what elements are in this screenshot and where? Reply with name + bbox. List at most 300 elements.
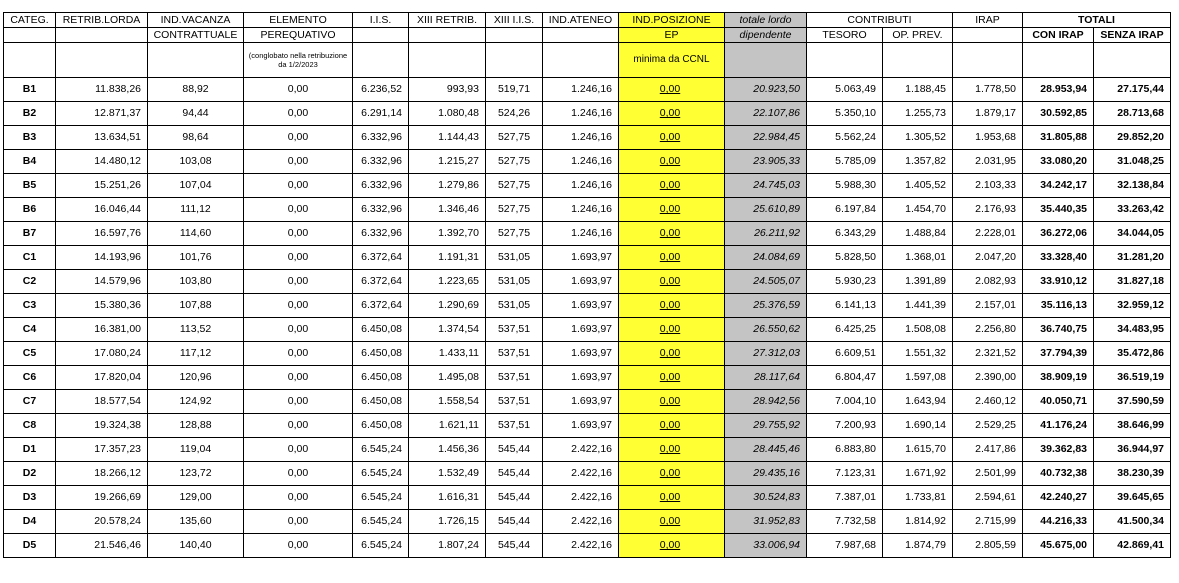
iis-cell: 6.332,96 [353, 222, 409, 246]
ind-posizione-cell: 0,00 [619, 342, 725, 366]
retrib-lorda-cell: 13.634,51 [56, 126, 148, 150]
irap-cell: 1.953,68 [953, 126, 1023, 150]
tesoro-cell: 5.828,50 [807, 246, 883, 270]
categ-cell: C6 [4, 366, 56, 390]
xiii-iis-cell: 537,51 [486, 342, 543, 366]
ind-posizione-cell: 0,00 [619, 486, 725, 510]
totale-lordo-cell: 28.445,46 [725, 438, 807, 462]
tesoro-cell: 6.804,47 [807, 366, 883, 390]
xiii-retrib-cell: 993,93 [409, 78, 486, 102]
xiii-retrib-cell: 1.726,15 [409, 510, 486, 534]
table-body [4, 13, 1171, 558]
tesoro-cell: 7.123,31 [807, 462, 883, 486]
ind-ateneo-cell: 1.693,97 [543, 270, 619, 294]
retrib-lorda-cell: 16.046,44 [56, 198, 148, 222]
irap-cell: 2.157,01 [953, 294, 1023, 318]
xiii-iis-cell: 527,75 [486, 150, 543, 174]
subheader-ep: EP [619, 28, 725, 43]
categ-cell: B4 [4, 150, 56, 174]
elemento-perequativo-cell: 0,00 [244, 198, 353, 222]
ind-ateneo-cell: 1.693,97 [543, 246, 619, 270]
elemento-perequativo-cell: 0,00 [244, 150, 353, 174]
ind-posizione-cell: 0,00 [619, 150, 725, 174]
iis-cell: 6.450,08 [353, 342, 409, 366]
xiii-iis-cell: 537,51 [486, 318, 543, 342]
ind-posizione-cell: 0,00 [619, 510, 725, 534]
ind-ateneo-cell: 1.693,97 [543, 294, 619, 318]
header-cell-empty [486, 43, 543, 78]
table-row [4, 534, 1171, 558]
totale-lordo-cell: 25.376,59 [725, 294, 807, 318]
tesoro-cell: 6.609,51 [807, 342, 883, 366]
categ-cell: B1 [4, 78, 56, 102]
op-prev-cell: 1.733,81 [883, 486, 953, 510]
elemento-perequativo-cell: 0,00 [244, 102, 353, 126]
elemento-perequativo-cell: 0,00 [244, 270, 353, 294]
categ-cell: D2 [4, 462, 56, 486]
op-prev-cell: 1.814,92 [883, 510, 953, 534]
header-cell-empty [543, 28, 619, 43]
totale-senza-irap-cell: 42.869,41 [1094, 534, 1171, 558]
totale-senza-irap-cell: 31.281,20 [1094, 246, 1171, 270]
xiii-retrib-cell: 1.621,11 [409, 414, 486, 438]
categ-cell: D4 [4, 510, 56, 534]
header-cell-empty [953, 28, 1023, 43]
op-prev-cell: 1.391,89 [883, 270, 953, 294]
ind-posizione-cell: 0,00 [619, 198, 725, 222]
table-row [4, 246, 1171, 270]
elemento-perequativo-cell: 0,00 [244, 486, 353, 510]
irap-cell: 2.805,59 [953, 534, 1023, 558]
irap-cell: 2.228,01 [953, 222, 1023, 246]
totale-con-irap-cell: 40.732,38 [1023, 462, 1094, 486]
categ-cell: B6 [4, 198, 56, 222]
subheader-senza-irap: SENZA IRAP [1094, 28, 1171, 43]
irap-cell: 2.047,20 [953, 246, 1023, 270]
header-cell-empty [4, 28, 56, 43]
tesoro-cell: 7.387,01 [807, 486, 883, 510]
totale-lordo-cell: 22.984,45 [725, 126, 807, 150]
op-prev-cell: 1.368,01 [883, 246, 953, 270]
tesoro-cell: 6.343,29 [807, 222, 883, 246]
op-prev-cell: 1.488,84 [883, 222, 953, 246]
categ-cell: C7 [4, 390, 56, 414]
iis-cell: 6.372,64 [353, 246, 409, 270]
iis-cell: 6.450,08 [353, 318, 409, 342]
tesoro-cell: 7.004,10 [807, 390, 883, 414]
ind-posizione-cell: 0,00 [619, 438, 725, 462]
xiii-retrib-cell: 1.807,24 [409, 534, 486, 558]
elemento-perequativo-cell: 0,00 [244, 246, 353, 270]
xiii-retrib-cell: 1.616,31 [409, 486, 486, 510]
elemento-perequativo-cell: 0,00 [244, 510, 353, 534]
table-row [4, 510, 1171, 534]
totale-lordo-cell: 27.312,03 [725, 342, 807, 366]
totale-con-irap-cell: 44.216,33 [1023, 510, 1094, 534]
irap-cell: 2.256,80 [953, 318, 1023, 342]
categ-cell: C2 [4, 270, 56, 294]
xiii-iis-cell: 524,26 [486, 102, 543, 126]
document-area [3, 12, 1171, 558]
ind-posizione-cell: 0,00 [619, 246, 725, 270]
totale-con-irap-cell: 42.240,27 [1023, 486, 1094, 510]
categ-cell: B5 [4, 174, 56, 198]
xiii-iis-cell: 545,44 [486, 510, 543, 534]
iis-cell: 6.332,96 [353, 150, 409, 174]
totale-senza-irap-cell: 32.959,12 [1094, 294, 1171, 318]
ind-vacanza-cell: 129,00 [148, 486, 244, 510]
xiii-iis-cell: 537,51 [486, 414, 543, 438]
categ-cell: D3 [4, 486, 56, 510]
xiii-retrib-cell: 1.290,69 [409, 294, 486, 318]
totale-senza-irap-cell: 33.263,42 [1094, 198, 1171, 222]
op-prev-cell: 1.405,52 [883, 174, 953, 198]
xiii-iis-cell: 537,51 [486, 366, 543, 390]
ind-ateneo-cell: 1.246,16 [543, 174, 619, 198]
xiii-iis-cell: 545,44 [486, 462, 543, 486]
totale-senza-irap-cell: 31.827,18 [1094, 270, 1171, 294]
tesoro-cell: 6.425,25 [807, 318, 883, 342]
ind-vacanza-cell: 117,12 [148, 342, 244, 366]
table-row [4, 462, 1171, 486]
tesoro-cell: 6.141,13 [807, 294, 883, 318]
elemento-perequativo-cell: 0,00 [244, 222, 353, 246]
header-cell-empty [543, 43, 619, 78]
xiii-iis-cell: 531,05 [486, 294, 543, 318]
col-header-iis: I.I.S. [353, 13, 409, 28]
totale-con-irap-cell: 34.242,17 [1023, 174, 1094, 198]
ind-vacanza-cell: 98,64 [148, 126, 244, 150]
tesoro-cell: 5.063,49 [807, 78, 883, 102]
totale-con-irap-cell: 41.176,24 [1023, 414, 1094, 438]
header-cell-empty [953, 43, 1023, 78]
ind-posizione-cell: 0,00 [619, 366, 725, 390]
tesoro-cell: 5.350,10 [807, 102, 883, 126]
elemento-perequativo-cell: 0,00 [244, 366, 353, 390]
col-header-elemento: ELEMENTO [244, 13, 353, 28]
retrib-lorda-cell: 17.080,24 [56, 342, 148, 366]
tesoro-cell: 6.197,84 [807, 198, 883, 222]
ind-vacanza-cell: 113,52 [148, 318, 244, 342]
table-row [4, 390, 1171, 414]
col-header-irap: IRAP [953, 13, 1023, 28]
header-cell-empty [56, 43, 148, 78]
retrib-lorda-cell: 14.579,96 [56, 270, 148, 294]
subheader-tesoro: TESORO [807, 28, 883, 43]
irap-cell: 2.390,00 [953, 366, 1023, 390]
xiii-iis-cell: 527,75 [486, 198, 543, 222]
totale-lordo-cell: 23.905,33 [725, 150, 807, 174]
xiii-retrib-cell: 1.279,86 [409, 174, 486, 198]
retrib-lorda-cell: 17.357,23 [56, 438, 148, 462]
xiii-retrib-cell: 1.495,08 [409, 366, 486, 390]
salary-table [3, 12, 1171, 558]
xiii-retrib-cell: 1.433,11 [409, 342, 486, 366]
retrib-lorda-cell: 14.480,12 [56, 150, 148, 174]
totale-lordo-cell: 26.550,62 [725, 318, 807, 342]
ind-posizione-cell: 0,00 [619, 294, 725, 318]
totale-senza-irap-cell: 39.645,65 [1094, 486, 1171, 510]
totale-senza-irap-cell: 37.590,59 [1094, 390, 1171, 414]
totale-senza-irap-cell: 34.044,05 [1094, 222, 1171, 246]
subheader-con-irap: CON IRAP [1023, 28, 1094, 43]
irap-cell: 2.460,12 [953, 390, 1023, 414]
xiii-iis-cell: 537,51 [486, 390, 543, 414]
retrib-lorda-cell: 16.381,00 [56, 318, 148, 342]
irap-cell: 2.082,93 [953, 270, 1023, 294]
header-cell-empty [409, 28, 486, 43]
iis-cell: 6.545,24 [353, 462, 409, 486]
op-prev-cell: 1.305,52 [883, 126, 953, 150]
totale-senza-irap-cell: 38.230,39 [1094, 462, 1171, 486]
header-cell-empty [486, 28, 543, 43]
retrib-lorda-cell: 11.838,26 [56, 78, 148, 102]
retrib-lorda-cell: 19.324,38 [56, 414, 148, 438]
table-row [4, 414, 1171, 438]
totale-senza-irap-cell: 38.646,99 [1094, 414, 1171, 438]
totale-con-irap-cell: 35.440,35 [1023, 198, 1094, 222]
ind-vacanza-cell: 128,88 [148, 414, 244, 438]
ind-posizione-cell: 0,00 [619, 270, 725, 294]
totale-con-irap-cell: 33.910,12 [1023, 270, 1094, 294]
ind-posizione-cell: 0,00 [619, 318, 725, 342]
header-row-3 [4, 43, 1171, 78]
op-prev-cell: 1.441,39 [883, 294, 953, 318]
col-header-ind-posizione: IND.POSIZIONE [619, 13, 725, 28]
header-cell-empty [807, 43, 883, 78]
totale-lordo-cell: 24.745,03 [725, 174, 807, 198]
irap-cell: 2.501,99 [953, 462, 1023, 486]
totale-con-irap-cell: 38.909,19 [1023, 366, 1094, 390]
iis-cell: 6.450,08 [353, 414, 409, 438]
subheader-perequativo: PEREQUATIVO [244, 28, 353, 43]
iis-cell: 6.545,24 [353, 510, 409, 534]
tesoro-cell: 7.200,93 [807, 414, 883, 438]
categ-cell: C4 [4, 318, 56, 342]
table-row [4, 222, 1171, 246]
totale-lordo-cell: 26.211,92 [725, 222, 807, 246]
header-cell-empty [56, 28, 148, 43]
totale-lordo-cell: 24.505,07 [725, 270, 807, 294]
xiii-iis-cell: 519,71 [486, 78, 543, 102]
subheader-contrattuale: CONTRATTUALE [148, 28, 244, 43]
totale-lordo-cell: 31.952,83 [725, 510, 807, 534]
ind-posizione-cell: 0,00 [619, 222, 725, 246]
iis-cell: 6.545,24 [353, 486, 409, 510]
categ-cell: C5 [4, 342, 56, 366]
retrib-lorda-cell: 12.871,37 [56, 102, 148, 126]
irap-cell: 2.031,95 [953, 150, 1023, 174]
xiii-iis-cell: 545,44 [486, 486, 543, 510]
totale-lordo-cell: 20.923,50 [725, 78, 807, 102]
ind-ateneo-cell: 1.693,97 [543, 366, 619, 390]
xiii-iis-cell: 527,75 [486, 174, 543, 198]
retrib-lorda-cell: 17.820,04 [56, 366, 148, 390]
xiii-retrib-cell: 1.532,49 [409, 462, 486, 486]
ind-posizione-cell: 0,00 [619, 390, 725, 414]
retrib-lorda-cell: 18.266,12 [56, 462, 148, 486]
elemento-perequativo-cell: 0,00 [244, 534, 353, 558]
tesoro-cell: 5.930,23 [807, 270, 883, 294]
totale-con-irap-cell: 30.592,85 [1023, 102, 1094, 126]
ind-ateneo-cell: 1.246,16 [543, 126, 619, 150]
totale-senza-irap-cell: 34.483,95 [1094, 318, 1171, 342]
irap-cell: 2.715,99 [953, 510, 1023, 534]
totale-con-irap-cell: 37.794,39 [1023, 342, 1094, 366]
op-prev-cell: 1.357,82 [883, 150, 953, 174]
ind-vacanza-cell: 101,76 [148, 246, 244, 270]
retrib-lorda-cell: 20.578,24 [56, 510, 148, 534]
xiii-iis-cell: 545,44 [486, 438, 543, 462]
totale-con-irap-cell: 35.116,13 [1023, 294, 1094, 318]
iis-cell: 6.545,24 [353, 534, 409, 558]
ind-posizione-cell: 0,00 [619, 462, 725, 486]
iis-cell: 6.372,64 [353, 294, 409, 318]
ind-vacanza-cell: 88,92 [148, 78, 244, 102]
categ-cell: B3 [4, 126, 56, 150]
col-header-ind-ateneo: IND.ATENEO [543, 13, 619, 28]
totale-senza-irap-cell: 27.175,44 [1094, 78, 1171, 102]
categ-cell: D1 [4, 438, 56, 462]
tesoro-cell: 5.785,09 [807, 150, 883, 174]
totale-con-irap-cell: 36.272,06 [1023, 222, 1094, 246]
op-prev-cell: 1.615,70 [883, 438, 953, 462]
ind-vacanza-cell: 94,44 [148, 102, 244, 126]
ind-vacanza-cell: 107,88 [148, 294, 244, 318]
xiii-retrib-cell: 1.346,46 [409, 198, 486, 222]
col-header-xiii-iis: XIII I.I.S. [486, 13, 543, 28]
header-cell-empty [725, 43, 807, 78]
retrib-lorda-cell: 21.546,46 [56, 534, 148, 558]
header-cell-empty [353, 43, 409, 78]
totale-con-irap-cell: 39.362,83 [1023, 438, 1094, 462]
totale-lordo-cell: 30.524,83 [725, 486, 807, 510]
ind-ateneo-cell: 1.693,97 [543, 414, 619, 438]
retrib-lorda-cell: 18.577,54 [56, 390, 148, 414]
retrib-lorda-cell: 15.251,26 [56, 174, 148, 198]
ind-ateneo-cell: 1.693,97 [543, 342, 619, 366]
table-row [4, 126, 1171, 150]
retrib-lorda-cell: 16.597,76 [56, 222, 148, 246]
ind-ateneo-cell: 1.246,16 [543, 102, 619, 126]
xiii-iis-cell: 545,44 [486, 534, 543, 558]
categ-cell: D5 [4, 534, 56, 558]
elemento-perequativo-cell: 0,00 [244, 126, 353, 150]
xiii-iis-cell: 531,05 [486, 270, 543, 294]
xiii-retrib-cell: 1.080,48 [409, 102, 486, 126]
op-prev-cell: 1.508,08 [883, 318, 953, 342]
ind-posizione-cell: 0,00 [619, 102, 725, 126]
header-cell-empty [1094, 43, 1171, 78]
ind-vacanza-cell: 114,60 [148, 222, 244, 246]
table-row [4, 270, 1171, 294]
xiii-retrib-cell: 1.223,65 [409, 270, 486, 294]
iis-cell: 6.332,96 [353, 126, 409, 150]
op-prev-cell: 1.643,94 [883, 390, 953, 414]
table-row [4, 78, 1171, 102]
totale-con-irap-cell: 36.740,75 [1023, 318, 1094, 342]
iis-cell: 6.332,96 [353, 174, 409, 198]
totale-senza-irap-cell: 28.713,68 [1094, 102, 1171, 126]
ind-ateneo-cell: 2.422,16 [543, 534, 619, 558]
tesoro-cell: 5.988,30 [807, 174, 883, 198]
tesoro-cell: 7.987,68 [807, 534, 883, 558]
ind-vacanza-cell: 124,92 [148, 390, 244, 414]
subheader-op-prev: OP. PREV. [883, 28, 953, 43]
totale-lordo-cell: 29.435,16 [725, 462, 807, 486]
col-header-ind-vacanza: IND.VACANZA [148, 13, 244, 28]
elemento-perequativo-cell: 0,00 [244, 318, 353, 342]
ind-posizione-cell: 0,00 [619, 414, 725, 438]
op-prev-cell: 1.690,14 [883, 414, 953, 438]
xiii-retrib-cell: 1.215,27 [409, 150, 486, 174]
col-header-retrib-lorda: RETRIB.LORDA [56, 13, 148, 28]
iis-cell: 6.450,08 [353, 366, 409, 390]
ind-posizione-note: minima da CCNL [619, 43, 725, 78]
totale-senza-irap-cell: 36.944,97 [1094, 438, 1171, 462]
totale-con-irap-cell: 33.328,40 [1023, 246, 1094, 270]
categ-cell: C1 [4, 246, 56, 270]
col-header-totale-lordo: totale lordo [725, 13, 807, 28]
ind-vacanza-cell: 107,04 [148, 174, 244, 198]
totale-con-irap-cell: 31.805,88 [1023, 126, 1094, 150]
table-row [4, 486, 1171, 510]
totale-con-irap-cell: 28.953,94 [1023, 78, 1094, 102]
ind-ateneo-cell: 1.246,16 [543, 198, 619, 222]
irap-cell: 1.778,50 [953, 78, 1023, 102]
elemento-perequativo-cell: 0,00 [244, 78, 353, 102]
op-prev-cell: 1.454,70 [883, 198, 953, 222]
tesoro-cell: 6.883,80 [807, 438, 883, 462]
xiii-iis-cell: 527,75 [486, 126, 543, 150]
categ-cell: C8 [4, 414, 56, 438]
op-prev-cell: 1.551,32 [883, 342, 953, 366]
ind-posizione-cell: 0,00 [619, 126, 725, 150]
op-prev-cell: 1.188,45 [883, 78, 953, 102]
header-cell-empty [883, 43, 953, 78]
table-row [4, 366, 1171, 390]
header-cell-empty [409, 43, 486, 78]
totale-lordo-cell: 25.610,89 [725, 198, 807, 222]
header-row-1 [4, 13, 1171, 28]
irap-cell: 2.529,25 [953, 414, 1023, 438]
table-row [4, 342, 1171, 366]
ind-vacanza-cell: 111,12 [148, 198, 244, 222]
irap-cell: 2.176,93 [953, 198, 1023, 222]
retrib-lorda-cell: 14.193,96 [56, 246, 148, 270]
iis-cell: 6.450,08 [353, 390, 409, 414]
totale-lordo-cell: 28.117,64 [725, 366, 807, 390]
irap-cell: 2.103,33 [953, 174, 1023, 198]
table-row [4, 174, 1171, 198]
xiii-retrib-cell: 1.558,54 [409, 390, 486, 414]
ind-posizione-cell: 0,00 [619, 534, 725, 558]
tesoro-cell: 5.562,24 [807, 126, 883, 150]
totale-senza-irap-cell: 41.500,34 [1094, 510, 1171, 534]
ind-vacanza-cell: 103,80 [148, 270, 244, 294]
op-prev-cell: 1.671,92 [883, 462, 953, 486]
totale-lordo-cell: 33.006,94 [725, 534, 807, 558]
table-row [4, 102, 1171, 126]
ind-ateneo-cell: 2.422,16 [543, 438, 619, 462]
ind-posizione-cell: 0,00 [619, 174, 725, 198]
elemento-perequativo-cell: 0,00 [244, 414, 353, 438]
totale-senza-irap-cell: 36.519,19 [1094, 366, 1171, 390]
totale-senza-irap-cell: 32.138,84 [1094, 174, 1171, 198]
totale-con-irap-cell: 40.050,71 [1023, 390, 1094, 414]
irap-cell: 2.321,52 [953, 342, 1023, 366]
xiii-iis-cell: 531,05 [486, 246, 543, 270]
